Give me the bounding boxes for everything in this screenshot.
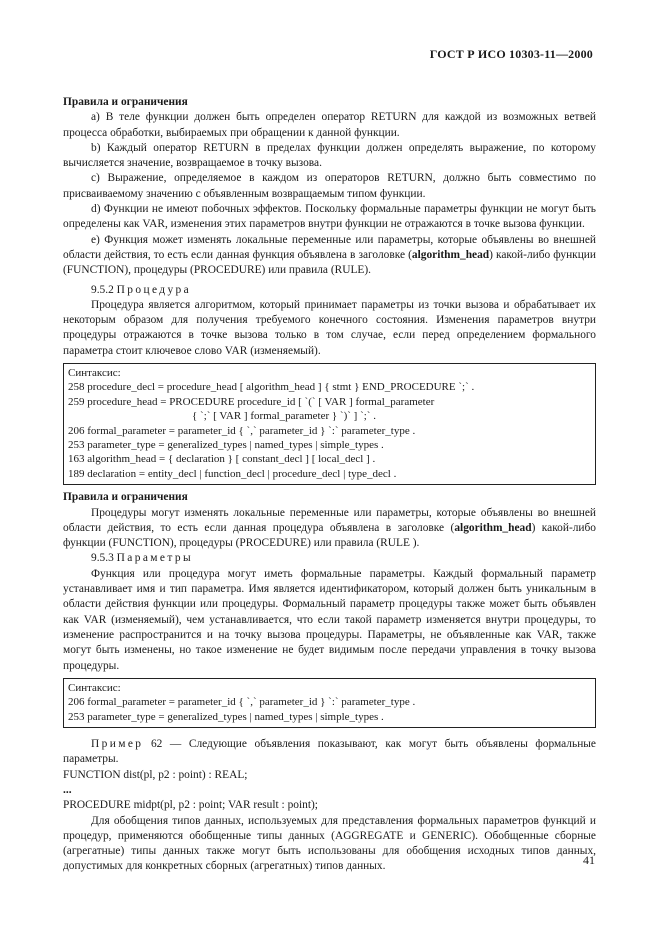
- procedure-section-title: 9.5.2 Процедура: [91, 283, 192, 296]
- keyword-algorithm-head: algorithm_head: [411, 248, 490, 261]
- closing-paragraph: Для обобщения типов данных, используемых для представления формальных параметров функций и процедур, применяются обобщенные типы данных (AGGREGATE и GENERIC). Обобщенные сборные (агрегатные) типы данных также могут быть использованы для обобщения исходных типов данных, допустимых для конкретных сборных (агрегатных) типов данных.: [63, 814, 596, 873]
- syntax-line: 259 procedure_head = PROCEDURE procedure_id [ `(` [ VAR ] formal_parameter: [68, 395, 435, 408]
- syntax-label: Синтаксис:: [68, 367, 121, 380]
- procedure-paragraph: Процедура является алгоритмом, который принимает параметры из точки вызова и обрабатывает их некоторым образом для получения требуемого конечного состояния. Изменения параметров внутри процедуры отражаются в точке вызова только в том случае, если перед определением формального параметра стоит ключевое слово VAR (изменяемый).: [63, 298, 596, 357]
- syntax-line: 189 declaration = entity_decl | function_decl | procedure_decl | type_decl .: [68, 467, 397, 480]
- syntax-line-continued: { `;` [ VAR ] formal_parameter } `)` ] `;` .: [192, 410, 376, 423]
- example-code-procedure: PROCEDURE midpt(pl, p2 : point; VAR result : point);: [63, 799, 318, 812]
- parameters-section-title: 9.5.3 Параметры: [91, 552, 194, 565]
- example-code-function: FUNCTION dist(pl, p2 : point) : REAL;: [63, 768, 248, 781]
- syntax-line: 163 algorithm_head = { declaration } [ constant_decl ] [ local_decl ] .: [68, 453, 376, 466]
- page-content: [63, 95, 596, 875]
- syntax-line: 206 formal_parameter = parameter_id { `,` parameter_id } `:` parameter_type .: [68, 424, 416, 437]
- syntax-box-procedure: [63, 363, 596, 485]
- rule-item-c: с) Выражение, определяемое в каждом из операторов RETURN, должно быть совместимо по присваиваемому значению с объявленным возвращаемым типом функции.: [63, 172, 596, 200]
- rule-item-d: d) Функции не имеют побочных эффектов. Поскольку формальные параметры функции не могут быть определены как VAR, изменения этих параметров внутри функции не отражаются в точке вызова функции.: [63, 203, 596, 231]
- syntax-line: 206 formal_parameter = parameter_id { `,` parameter_id } `:` parameter_type .: [68, 696, 416, 709]
- example-label: Пример: [91, 738, 144, 751]
- document-header: ГОСТ Р ИСО 10303-11—2000: [429, 47, 593, 61]
- rules-paragraph-2: Процедуры могут изменять локальные переменные или параметры, которые объявлены во внешней области действия, то есть если данная процедура объявлена в заголовке (algorithm_head) какой-либо функции (FUNCTION), процедуры (PROCEDURE) или правила (RULE ).: [63, 506, 597, 550]
- rules-heading-2: Правила и ограничения: [63, 491, 188, 504]
- rule-item-b: b) Каждый оператор RETURN в пределах функции должен определять выражение, по которому вычисляется значение, возвращаемое в точку вызова.: [63, 141, 596, 170]
- parameters-paragraph: Функция или процедура могут иметь формальные параметры. Каждый формальный параметр устанавливает имя и тип параметра. Имя является идентификатором, который должен быть уникальным в области действия функции или процедуры. Формальный параметр процедуры также может быть объявлен как VAR (изменяемый), чем устанавливается, что если такой параметр изменяется внутри процедуры, то изменение распространится и на точку вызова процедуры. Параметры, не объявленные как VAR, также могут быть изменены, но такое изменение не будет видимым после передачи управления в точку вызова процедуры.: [63, 567, 596, 672]
- rule-item-e: е) Функция может изменять локальные переменные или параметры, которые объявлены во внешней области действия, то есть если данная функция объявлена в заголовке (algorithm_head) какой-либо функции (FUNCTION), процедуры (PROCEDURE) или правила (RULE).: [63, 233, 596, 277]
- page-number: 41: [583, 853, 595, 867]
- syntax-line: 253 parameter_type = generalized_types | named_types | simple_types .: [68, 710, 384, 723]
- syntax-line: 258 procedure_decl = procedure_head [ algorithm_head ] { stmt } END_PROCEDURE `;` .: [68, 381, 475, 394]
- syntax-line: 253 parameter_type = generalized_types | named_types | simple_types .: [68, 439, 384, 452]
- keyword-algorithm-head: algorithm_head: [454, 521, 532, 534]
- example-ellipsis: ...: [63, 783, 72, 796]
- syntax-label: Синтаксис:: [68, 681, 121, 694]
- syntax-box-parameters: [63, 678, 596, 728]
- rules-heading-1: Правила и ограничения: [63, 96, 188, 108]
- example-paragraph: Пример 62 — Следующие объявления показывают, как могут быть объявлены формальные параметры.: [63, 738, 596, 766]
- rule-item-a: а) В теле функции должен быть определен оператор RETURN для каждой из возможных ветвей процесса обработки, выбираемых при обращении к данной функции.: [63, 111, 596, 139]
